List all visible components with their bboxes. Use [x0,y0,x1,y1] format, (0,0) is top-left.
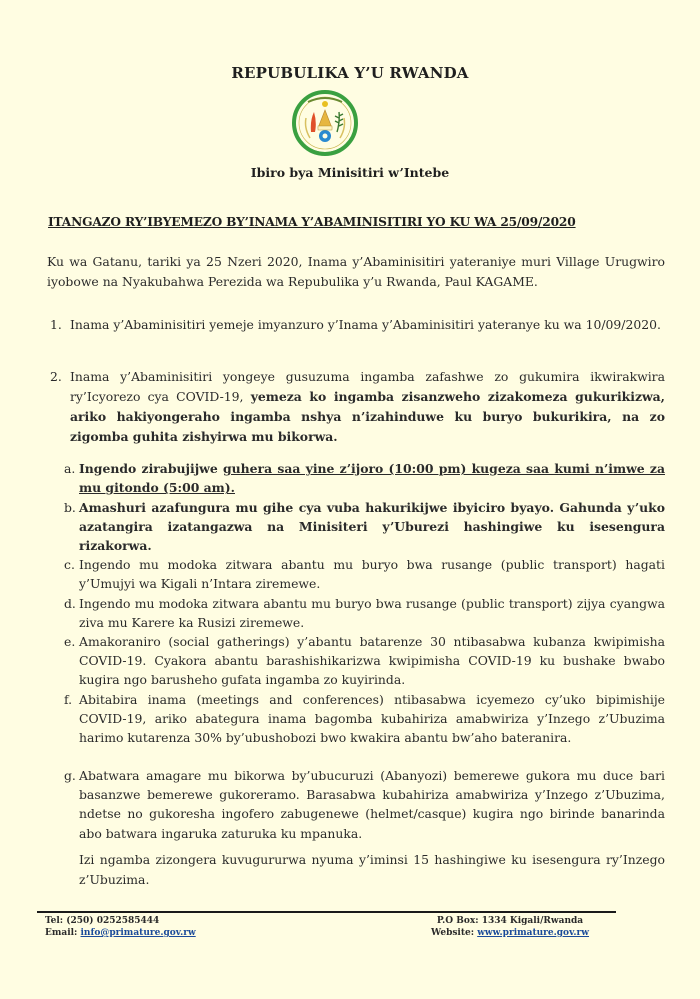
footer-contact-right [410,915,610,939]
footer-email-link[interactable]: info@primature.gov.rw [80,928,196,938]
sub-item-bold-underline: guhera saa yine z’ijoro (10:00 pm) kugeza saa kumi n’imwe za mu gitondo (5:00 am). [79,461,665,496]
item-number: 2. [50,369,62,384]
sub-item-bold: Ingendo zirabujijwe [79,461,223,476]
sub-item-text [79,459,665,497]
sub-item-letter: c. [64,557,75,572]
sub-item-c [64,555,665,593]
republic-heading: REPUBULIKA Y’U RWANDA [231,64,469,82]
document-title: ITANGAZO RY’IBYEMEZO BY’INAMA Y’ABAMINISITIRI YO KU WA 25/09/2020 [48,215,576,229]
item-text-bold: yemeza ko ingamba zisanzweho zizakomeza gukurikizwa, ariko hakiyongeraho ingamba nshya n’izahinduwe ku buryo bukurikira, na zo zigomba guhita zishyirwa mu bikorwa. [70,389,665,444]
item-text [70,367,665,447]
sub-item-e [64,632,665,690]
sub-item-letter: g. [64,768,76,783]
national-emblem-icon [290,88,360,160]
sub-item-text: Abatwara amagare mu bikorwa by’ubucuruzi (Abanyozi) bemerewe gukora mu duce bari basanzwe bemerewe gukoreramo. Barasabwa kubahiriza amabwiriza y’Inzego z’Ubuzima, ndetse no gukoresha ingofero zabugenewe (helmet/casque) kugira ngo birinde banarinda abo batwara ingaruka zaturuka ku mpanuka. [79,768,665,841]
footer-email-row [45,927,196,939]
sub-item-letter: f. [64,692,73,707]
sub-item-d [64,594,665,632]
intro-paragraph: Ku wa Gatanu, tariki ya 25 Nzeri 2020, Inama y’Abaminisitiri yateraniye muri Village Urugwiro iyobowe na Nyakubahwa Perezida wa Repubulika y’u Rwanda, Paul KAGAME. [47,254,665,289]
sub-item-letter: b. [64,500,76,515]
sub-item-f [64,690,665,748]
closing-paragraph: Izi ngamba zizongera kuvugururwa nyuma y’iminsi 15 hashingiwe ku isesengura ry’Inzego z’Ubuzima. [79,852,665,887]
footer-pobox: P.O Box: 1334 Kigali/Rwanda [436,916,584,926]
footer-contact-left [45,915,196,939]
sub-item-letter: d. [64,596,76,611]
footer-email-label: Email: [45,928,81,938]
sub-item-a [64,459,665,497]
sub-item-letter: a. [64,461,76,476]
sub-item-text: Amashuri azafungura mu gihe cya vuba hakurikijwe ibyiciro byayo. Gahunda y’uko azatangira izatangazwa na Minisiteri y’Uburezi hashingiwe ku isesengura rizakorwa. [79,500,665,554]
item-text-plain: Inama y’Abaminisitiri yongeye gusuzuma ingamba zafashwe zo gukumira ikwirakwira ry’Icyorezo cya COVID-19, [70,369,665,404]
sub-item-text: Ingendo mu modoka zitwara abantu mu buryo bwa rusange (public transport) hagati y’Umujyi wa Kigali n’Intara ziremewe. [79,557,665,592]
list-item-1 [50,315,665,335]
footer-website-link[interactable]: www.primature.gov.rw [477,928,590,938]
footer-website-row [410,927,610,939]
item-text: Inama y’Abaminisitiri yemeje imyanzuro y’Inama y’Abaminisitiri yateranye ku wa 10/09/2020. [70,317,661,332]
footer-tel: Tel: (250) 0252585444 [45,916,160,926]
item-number: 1. [50,317,62,332]
sub-item-letter: e. [64,634,76,649]
footer-website-label: Website: [430,928,478,938]
sub-item-text: Amakoraniro (social gatherings) y’abantu batarenze 30 ntibasabwa kubanza kwipimisha COVID-19. Cyakora abantu barashishikarizwa kwipimisha COVID-19 ku bushake bwabo kugira ngo barusheho gufata ingamba zo kuyirinda. [79,634,665,688]
list-item-2 [50,367,665,447]
sub-item-g [64,766,665,843]
footer-divider [37,911,616,913]
office-heading: Ibiro bya Minisitiri w’Intebe [250,165,450,180]
sub-item-b [64,498,665,556]
sub-item-text: Abitabira inama (meetings and conferences) ntibasabwa icyemezo cy’uko bipimishije COVID-19, ariko abategura inama bagomba kubahiriza amabwiriza y’Inzego z’Ubuzima harimo kutarenza 30% by’ubushobozi bwo kwakira abantu bw’aho bateranira. [79,692,665,746]
sub-item-text: Ingendo mu modoka zitwara abantu mu buryo bwa rusange (public transport) zijya cyangwa ziva mu Karere ka Rusizi ziremewe. [79,596,665,631]
